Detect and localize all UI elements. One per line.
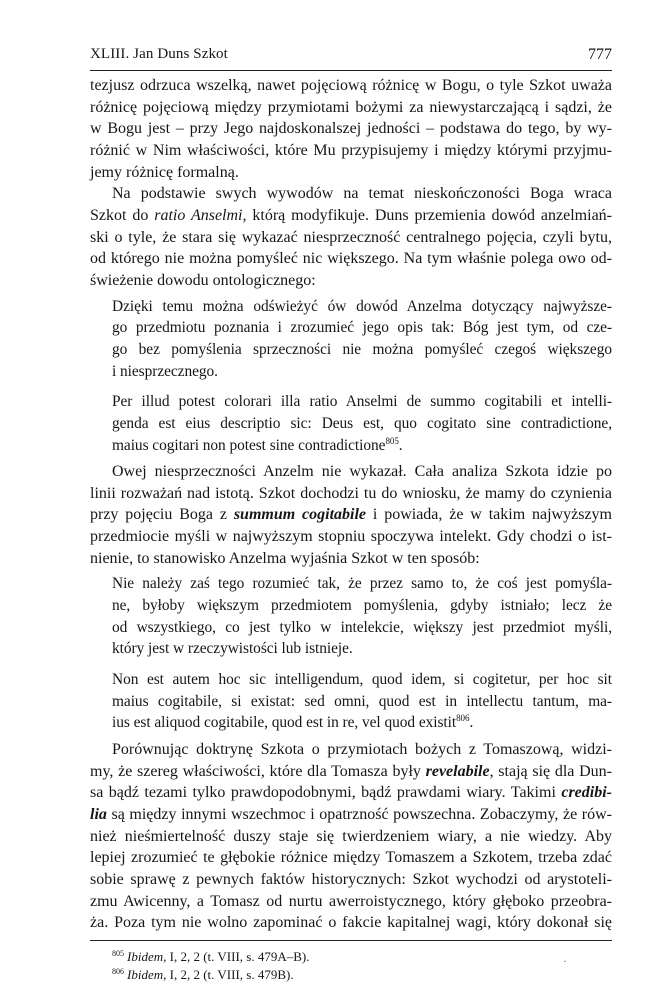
footnote-ref-805: 805 [385,435,399,446]
margin-mark: · [563,953,567,968]
body-line: lia są między innymi wszechmoc i opatrzność powszechna. Zobaczymy, że rów- [90,805,612,823]
quote-line: Dzięki temu można odświeżyć ów dowód Anzelma dotyczący najwyższe- [112,297,612,315]
body-line: ża. Poza tym nie wolno zapominać o fakcie kapitalnej wagi, który dokonał się [90,914,612,932]
page-number: 777 [588,46,612,63]
footnote-805 [112,948,309,966]
quote-line: Per illud potest colorari illa ratio Anselmi de summo cogitabili et intelli- [112,393,612,411]
quote-line: i niesprzecznego. [112,362,218,380]
body-line: Szkot do ratio Anselmi, którą modyfikuje. Duns przemienia dowód anzelmiań- [90,207,612,225]
quote-line: od wszystkiego, co jest tylko w intelekcie, większy jest przedmiot myśli, [112,618,612,636]
footnote-number: 806 [112,966,124,976]
quote-line: Non est autem hoc sic intelligendum, quod idem, si cogitetur, per hoc sit [112,670,612,688]
body-line: nież nieśmiertelność duszy staje się twierdzeniem wiary, a nie wiedzy. Aby [90,827,612,845]
body-line: zmu Awicenny, a Tomasz od nurtu awerroistycznego, który głęboko przeobra- [90,892,612,910]
body-line: linii rozważań nad istotą. Szkot dochodzi tu do wniosku, że mamy do czynienia [90,484,612,502]
footnote-rule [90,940,612,941]
body-line: różnić w Nim właściwości, które Mu przypisujemy i między którymi przyjmu- [90,142,612,159]
footnote-ibidem: Ibidem [127,966,164,982]
header-rule [90,70,612,71]
footnote-806 [112,966,294,984]
quote-line: Nie należy zaś tego rozumieć tak, że przez samo to, że coś jest pomyśla- [112,575,612,593]
quote-line: genda est eius descriptio sic: Deus est, quo cogitato sine contradictione, [112,414,612,432]
quote-line: który jest w rzeczywistości lub istnieje. [112,640,353,658]
running-header [90,46,612,68]
body-line: my, że szereg właściwości, które dla Tomasza były revelabile, stają się dla Dun- [90,762,612,780]
body-line: przedmiocie myśli w najwyższym stopniu spoczywa intelekt. Gdy chodzi o ist- [90,528,612,546]
body-line: tezjusz odrzuca wszelką, nawet pojęciową różnicę w Bogu, o tyle Szkot uważa [90,77,612,94]
quote-line: ne, byłoby większym przedmiotem pomyślenia, gdyby istniało; lecz że [112,597,612,615]
body-line: Porównując doktrynę Szkota o przymiotach bożych z Tomaszową, widzi- [112,740,612,758]
body-line: Owej niesprzeczności Anzelm nie wykazał. Cała analiza Szkota idzie po [112,463,612,481]
body-line: sobie sprawę z pewnych faktów historycznych: Szkot wychodzi od arystoteli- [90,870,612,888]
revelabile-term: revelabile [425,762,490,780]
quote-line: go przedmiotu poznania i zrozumieć jego opis tak: Bóg jest tym, od cze- [112,319,612,337]
footnote-citation: , I, 2, 2 (t. VIII, s. 479A–B). [163,948,310,964]
quote-line: ius est aliquod cogitabile, quod est in re, vel quod existit$^{806}$. [112,713,474,732]
footnote-ibidem: Ibidem [127,948,164,964]
footnote-ref-806: 806 [456,713,470,724]
body-line: świeżenie dowodu ontologicznego: [90,272,316,290]
body-line: od którego nie można pomyśleć nic większego. Na tym właśnie polega owo od- [90,250,612,268]
body-line: Na podstawie swych wywodów na temat nieskończoności Boga wraca [112,185,612,203]
body-line: w Bogu jest – przy Jego najdoskonalszej jedności – podstawa do tego, by wy- [90,120,612,138]
quote-line: go bez pomyślenia sprzeczności nie można pomyśleć czegoś większego [112,340,612,358]
summum-cogitabile-term: summum cogitabile [233,506,367,524]
body-line: nienie, to stanowisko Anzelma wyjaśnia Szkot w ten sposób: [90,549,480,567]
body-line: lepiej zrozumieć te głębokie różnice między Tomaszem a Szkotem, trzeba zdać [90,849,612,867]
quote-line: maius cogitabile, si existat: sed omni, quod est in intellectu tantum, ma- [112,692,612,710]
body-line: jemy różnicę formalną. [90,163,239,181]
body-line: różnicę pojęciową między przymiotami bożymi za niewystarczającą i sądzi, że [90,98,612,116]
footnote-number: 805 [112,948,124,958]
ratio-anselmi-term: ratio Anselmi, [154,207,247,225]
body-line: przy pojęciu Boga z summum cogitabile i powiada, że w takim najwyższym [90,506,612,524]
footnote-citation: , I, 2, 2 (t. VIII, s. 479B). [163,966,294,982]
body-line: sa bądź tezami tylko prawdopodobnymi, bądź prawdami wiary. Takimi credibi- [90,784,612,802]
credibilia-term: credibi- [561,784,612,802]
body-line: ski o tyle, że stara się wykazać niesprzeczność centralnego pojęcia, czyli bytu, [90,228,612,246]
quote-line: maius cogitari non potest sine contradictione$^{805}$. [112,435,403,454]
running-title: XLIII. Jan Duns Szkot [90,46,228,62]
